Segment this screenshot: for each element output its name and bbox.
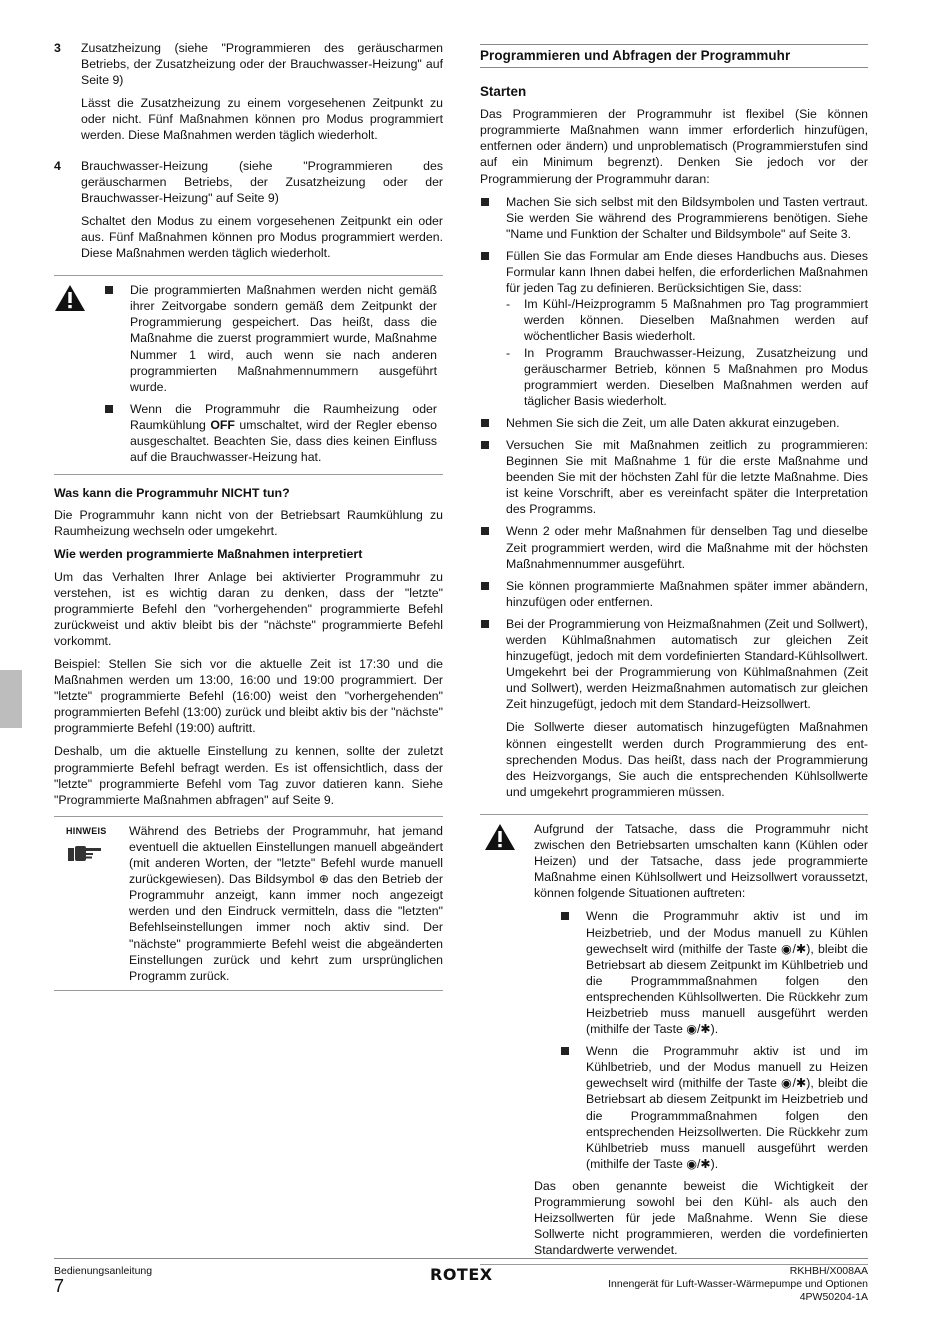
item-heading: Brauchwasser-Heizung (siehe "Programmieren des geräuscharmen Betriebs, der Zusatzheizung oder der Brauchwasser-Heizung" auf Seite 9) <box>81 158 443 205</box>
item-text: Schaltet den Modus zu einem vorgesehenen Zeitpunkt ein oder aus. Fünf Maßnahmen können pro Modus programmiert werden. Diese Maßnahmen werden täglich wiederholt. <box>81 213 443 261</box>
subsection-title: Starten <box>480 84 527 100</box>
warning-conclusion: Das oben genannte beweist die Wichtigkeit der Programmierung sowohl bei den Kühl- als auch den Heizsollwerten für jede Maßnahme. Wenn Sie diese Sollwerte nicht programmieren, werden die vordefinierten Standardwerte verwendet. <box>534 1178 868 1258</box>
item-number: 4 <box>54 158 61 173</box>
note-box <box>54 816 443 991</box>
bullet-item: Füllen Sie das Formular am Ende dieses Handbuchs aus. Dieses Formular kann Ihnen dabei helfen, die erforderlichen Maßnahmen für jeden Tag zu definieren. Berücksichtigen Sie, dass: - Im Kühl-/Heizprogramm 5 Maßnahmen pro Tag programmiert werden können. Dieselben Maßnahmen werden auf wöchentlicher Basis wiederholt. - In Programm Brauchwasser-Heizung, Zusatzheizung und geräuscharmer Betrieb, können 5 Maßnahmen pro Modus programmiert werden. Dieselben Maßnahmen werden auf täglicher Basis wiederholt. <box>480 248 868 409</box>
dash-item: - In Programm Brauchwasser-Heizung, Zusatzheizung und geräuscharmer Betrieb, können 5 Maßnahmen pro Modus programmiert werden. Dieselben Maßnahmen werden auf täglicher Basis wiederholt. <box>506 345 868 408</box>
warning-box <box>54 275 443 475</box>
bullet-item: Nehmen Sie sich die Zeit, um alle Daten akkurat einzugeben. <box>480 415 868 431</box>
section-title: Programmieren und Abfragen der Programmuhr <box>480 44 868 68</box>
doc-reference: 4PW50204-1A <box>799 1291 868 1303</box>
warning-intro: Aufgrund der Tatsache, dass die Programmuhr nicht zwischen den Betriebsarten umschalten kann (Kühlen oder Heizen) und der Tatsache, dass jede programmierte Maßnahme einen Kühlsollwert und Heizsollwert voraussetzt, können folgende Situationen auftreten: <box>534 821 868 901</box>
bullet-item: Versuchen Sie mit Maßnahmen zeitlich zu programmieren: Beginnen Sie mit Maßnahme 1 für die erste Maßnahme und beenden Sie mit der höchsten Zahl für die letzte Maßnahme. Dies ist keine Vorschrift, aber es vereinfacht später die Interpretation des Programms. <box>480 437 868 517</box>
chapter-side-tab <box>0 670 22 728</box>
pointing-hand-icon <box>66 842 106 864</box>
intro-paragraph: Das Programmieren der Programmuhr ist flexibel (Sie können programmierte Maßnahmen wann immer erforderlich hinzufügen, entfernen oder ändern) und unproblematisch (Programmierstufen sind auf ein Minimum begrenzt). Denken Sie jedoch vor der Programmierung der Programmuhr daran: <box>480 107 868 186</box>
list-item-4 <box>54 158 443 269</box>
doc-code: RKHBH/X008AA <box>789 1265 868 1277</box>
warning-bullet: Wenn die Programmuhr die Raumheizung oder Raumkühlung OFF umschaltet, wird der Regler ebenso ausgeschaltet. Beachten Sie, dass dies keinen Einfluss auf die Brauchwasser-Heizung hat. <box>104 401 437 465</box>
item-number: 3 <box>54 41 61 55</box>
paragraph: Deshalb, um die aktuelle Einstellung zu kennen, sollte der zuletzt programmierte Befehl befragt werden. Es ist offensichtlich, dass der "letzte" programmierte Befehl vom Tag zuvor datieren kann. Siehe "Programmierte Maßnahmen abfragen" auf Seite 9. <box>54 744 443 807</box>
warning-bullet: Wenn die Programmuhr aktiv ist und im Kühlbetrieb, und der Modus manuell zu Heizen gewechselt wird (mithilfe der Taste ◉/✱), bleibt die Betriebsart ab diesem Zeitpunkt im Heizbetrieb und die Programmmaßnahmen folgen den entsprechenden Heizsollwerten. Die Rückkehr zum Kühlbetrieb muss manuell ausgeführt werden (mithilfe der Taste ◉/✱). <box>560 1043 868 1172</box>
warning-triangle-icon <box>484 823 516 851</box>
bullet-item: Wenn 2 oder mehr Maßnahmen für denselben Tag und dieselbe Zeit programmiert werden, wird die Maßnahme mit der höchsten Maßnahmennummer ausgeführt. <box>480 523 868 571</box>
page-number: 7 <box>54 1276 65 1296</box>
warning-triangle-icon <box>54 284 86 312</box>
warning-box <box>480 814 868 1265</box>
note-label: HINWEIS <box>66 825 107 836</box>
paragraph: Um das Verhalten Ihrer Anlage bei aktivierter Programmuhr zu verstehen, ist es wichtig daran zu denken, dass der "letzte" programmierte Befehl den "vorhergehenden" programmierte Befehl zurückweist und aktiv bleibt bis der "nächste" programmierte Befehl vorkommt. <box>54 569 443 648</box>
footer-divider <box>54 1258 868 1259</box>
bullet-item: Machen Sie sich selbst mit den Bildsymbolen und Tasten vertraut. Sie werden Sie während des Programmierens benötigen. Siehe "Name und Funktion der Schalter und Bildsymbole" auf Seite 3. <box>480 194 868 242</box>
footer-doc-info <box>568 1265 868 1304</box>
rotex-logo: ROTEX <box>430 1265 493 1284</box>
dash-item: - Im Kühl-/Heizprogramm 5 Maßnahmen pro Tag programmiert werden können. Dieselben Maßnahmen werden auf wöchentlicher Basis wiederholt. <box>506 297 868 344</box>
item-text: Lässt die Zusatzheizung zu einem vorgesehenen Zeitpunkt zu oder nicht. Fünf Maßnahmen können pro Modus programmiert werden. Diese Maßnahmen werden täglich wiederholt. <box>81 96 443 143</box>
bullet-item: Bei der Programmierung von Heizmaßnahmen (Zeit und Sollwert), werden Kühlmaßnahmen automatisch zur gleichen Zeit hinzugefügt, jedoch mit dem vordefinierten Standard-Kühlsollwert. Umgekehrt bei der Programmierung von Kühlmaßnahmen (Zeit und Sollwert), werden Heizmaßnahmen automatisch zur gleichen Zeit hinzugefügt, jedoch mit dem Standard-Heizsollwert. Die Sollwerte dieser automatisch hinzugefügten Maßnahmen können eingestellt werden durch Programmierung des ent-sprechenden Modus. Das heißt, dass nach der Programmierung des Heizvorgangs, Sie auch die entsprechenden Kühlsollwerte und umgekehrt programmieren müssen. <box>480 616 868 800</box>
section-heading: Was kann die Programmuhr NICHT tun? <box>54 486 290 501</box>
warning-bullet: Die programmierten Maßnahmen werden nicht gemäß ihrer Zeitvorgabe sondern gemäß dem Zeitpunkt der Programmierung gespeichert. Das heißt, dass die Maßnahme die zuerst programmiert wurde, Maßnahme Nummer 1 wird, auch wenn sie nach anderen programmierten Maßnahmennummern ausgeführt wurde. <box>104 282 437 395</box>
left-column <box>54 40 443 991</box>
warning-bullet: Wenn die Programmuhr aktiv ist und im Heizbetrieb, und der Modus manuell zu Kühlen gewechselt wird (mithilfe der Taste ◉/✱), bleibt die Betriebsart ab diesem Zeitpunkt im Kühlbetrieb und die Programmmaßnahmen folgen den entsprechenden Kühlsollwerten. Die Rückkehr zum Heizbetrieb muss manuell ausgeführt werden (mithilfe der Taste ◉/✱). <box>560 908 868 1037</box>
bullet-item: Sie können programmierte Maßnahmen später immer abändern, hinzufügen oder entfernen. <box>480 578 868 610</box>
doc-description: Innengerät für Luft-Wasser-Wärmepumpe und Optionen <box>608 1278 868 1290</box>
footer-manual-label: Bedienungsanleitung <box>54 1265 153 1277</box>
paragraph: Beispiel: Stellen Sie sich vor die aktuelle Zeit ist 17:30 und die Maßnahmen werden um 13:00, 16:00 und 19:00 programmiert. Der "letzte" programmierte Befehl (16:00) weist den "vorhergehenden" programmierten Befehl (13:00) zurück und bleibt aktiv bis der "nächste" programmierte Befehl (19:00) auftritt. <box>54 657 443 736</box>
section-heading: Wie werden programmierte Maßnahmen interpretiert <box>54 547 363 562</box>
note-text: Während des Betriebs der Programmuhr, hat jemand eventuell die aktuellen Einstellungen manuell abgeändert (mit anderen Worten, der "letzte" Befehl wurde manuell zurückgewiesen). Das Bildsymbol ⊕ das den Betrieb der Programmuhr anzeigt, kann immer noch angezeigt werden und den Eindruck vermitteln, dass die "letzten" Befehlseinstellungen immer noch aktiv sind. Der "nächste" programmierte Befehl weist die abgeänderten Einstellungen zurück und kehrt zum ursprünglichen Programm zurück. <box>129 823 443 983</box>
right-column <box>480 44 868 1265</box>
paragraph: Die Programmuhr kann nicht von der Betriebsart Raumkühlung zu Raumheizung wechseln oder umgekehrt. <box>54 508 443 539</box>
item-heading: Zusatzheizung (siehe "Programmieren des geräuscharmen Betriebs, der Zusatzheizung oder der Brauchwasser-Heizung" auf Seite 9) <box>81 41 443 88</box>
list-item-3 <box>54 40 443 151</box>
